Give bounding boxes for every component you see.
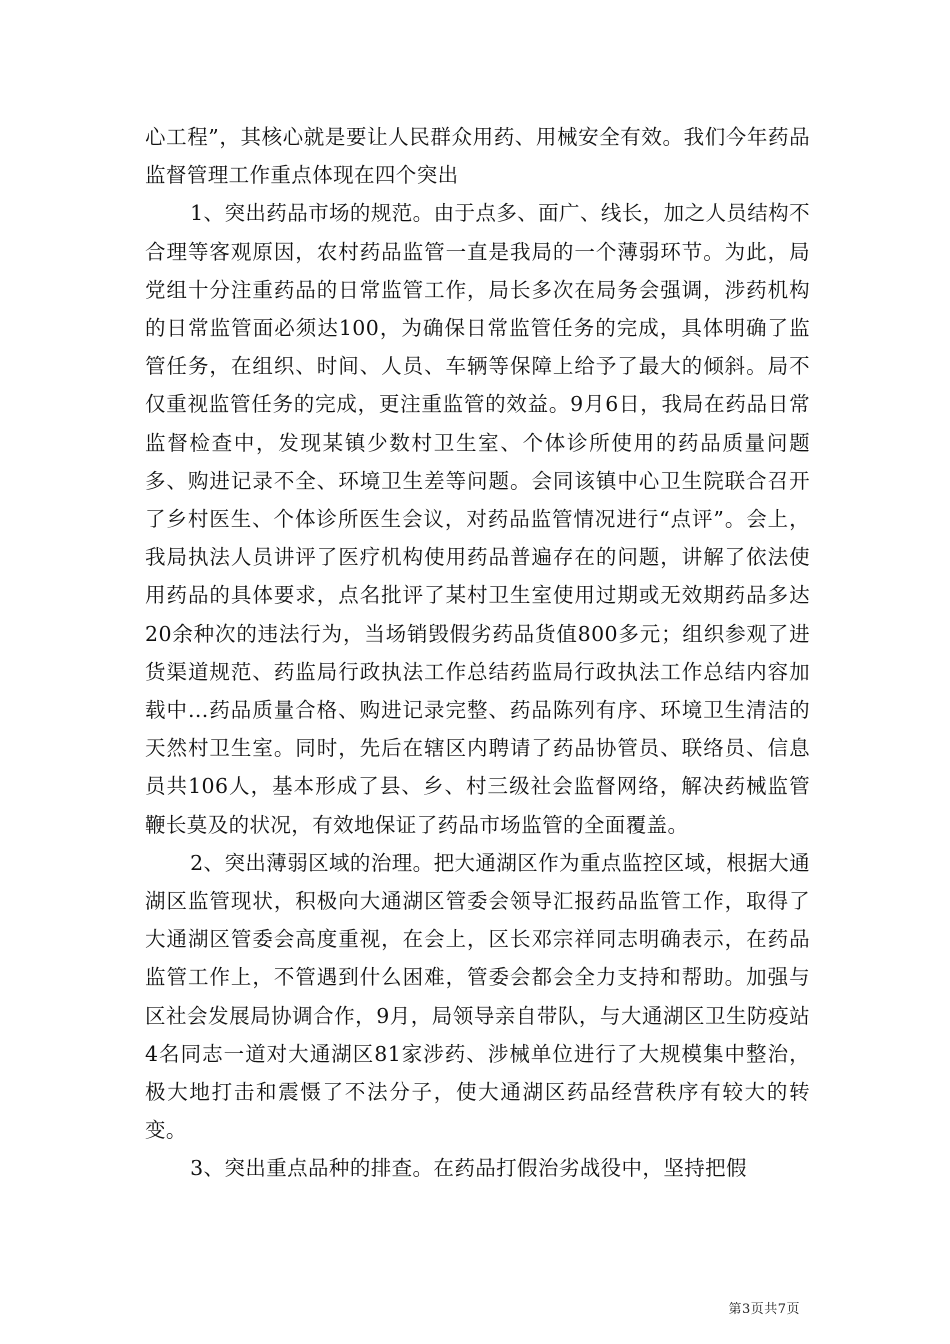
paragraph-intro-continuation: 心工程”，其核心就是要让人民群众用药、用械安全有效。我们今年药品监督管理工作重点体现在四个突出 (145, 125, 810, 188)
page-number: 第3页共7页 (728, 1302, 800, 1317)
paragraph-weak-area-governance: 2、突出薄弱区域的治理。把大通湖区作为重点监控区域，根据大通湖区监管现状，积极向大通湖区管委会领导汇报药品监管工作，取得了大通湖区管委会高度重视，在会上，区长邓宗祥同志明确表示，在药品监管工作上，不管遇到什么困难，管委会都会全力支持和帮助。加强与区社会发展局协调合作，9月，局领导亲自带队，与大通湖区卫生防疫站4名同志一道对大通湖区81家涉药、涉械单位进行了大规模集中整治，极大地打击和震慑了不法分子，使大通湖区药品经营秩序有较大的转变。 (145, 850, 810, 1143)
document-body (145, 118, 810, 1188)
paragraph-key-variety-inspection: 3、突出重点品种的排查。在药品打假治劣战役中，坚持把假 (190, 1156, 747, 1181)
paragraph-drug-market-regulation: 1、突出药品市场的规范。由于点多、面广、线长，加之人员结构不合理等客观原因，农村药品监管一直是我局的一个薄弱环节。为此，局党组十分注重药品的日常监管工作，局长多次在局务会强调，涉药机构的日常监管面必须达100，为确保日常监管任务的完成，具体明确了监管任务，在组织、时间、人员、车辆等保障上给予了最大的倾斜。局不仅重视监管任务的完成，更注重监管的效益。9月6日，我局在药品日常监督检查中，发现某镇少数村卫生室、个体诊所使用的药品质量问题多、购进记录不全、环境卫生差等问题。会同该镇中心卫生院联合召开了乡村医生、个体诊所医生会议，对药品监管情况进行“点评”。会上，我局执法人员讲评了医疗机构使用药品普遍存在的问题，讲解了依法使用药品的具体要求，点名批评了某村卫生室使用过期或无效期药品多达20余种次的违法行为，当场销毁假劣药品货值800多元；组织参观了进货渠道规范、药监局行政执法工作总结药监局行政执法工作总结内容加载中...药品质量合格、购进记录完整、药品陈列有序、环境卫生清洁的天然村卫生室。同时，先后在辖区内聘请了药品协管员、联络员、信息员共106人，基本形成了县、乡、村三级社会监督网络，解决药械监管鞭长莫及的状况，有效地保证了药品市场监管的全面覆盖。 (145, 201, 810, 837)
